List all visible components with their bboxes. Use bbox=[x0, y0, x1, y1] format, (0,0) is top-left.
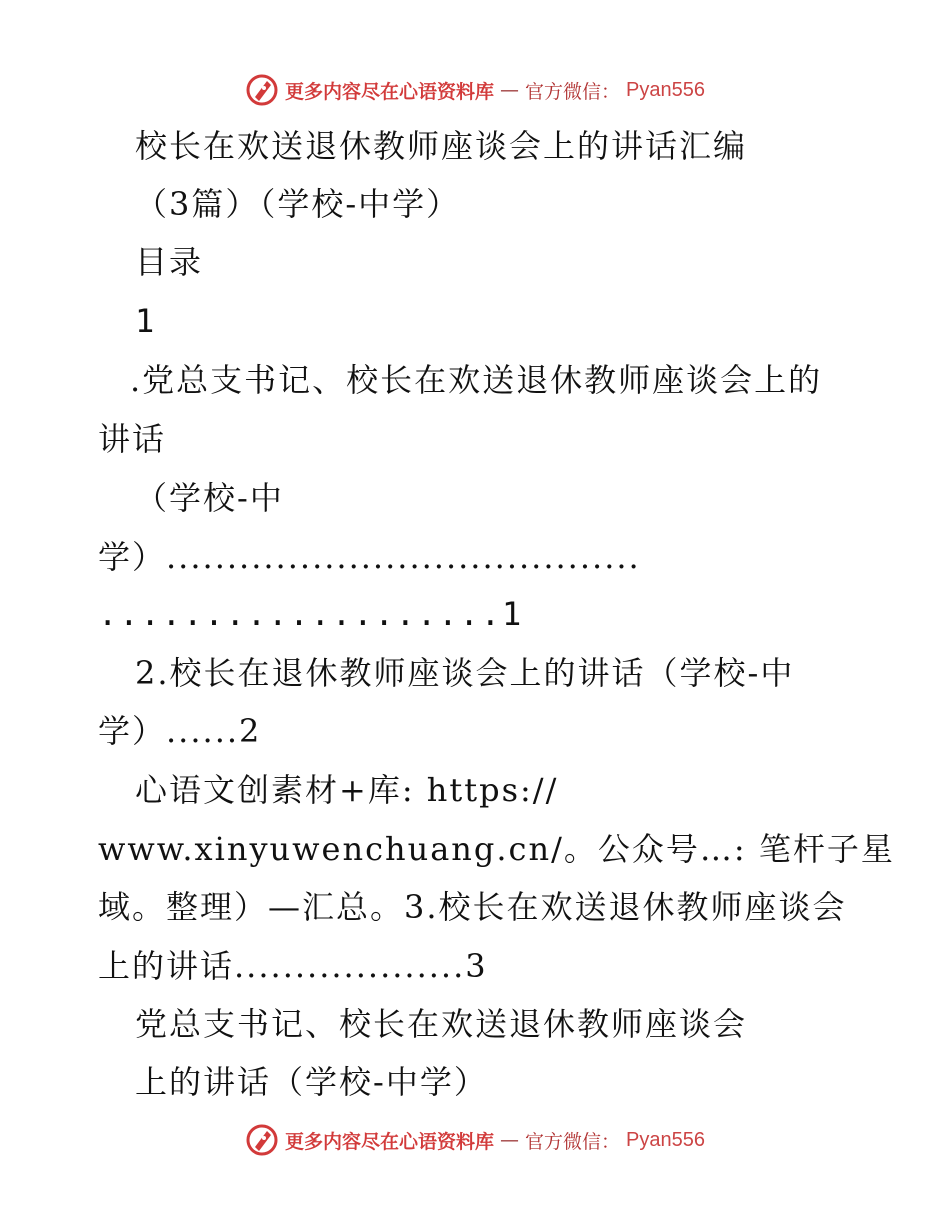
banner-content bbox=[245, 1123, 705, 1157]
banner-content bbox=[245, 73, 705, 107]
toc-line: 学）....................................... bbox=[98, 538, 641, 576]
toc-line: 2.校长在退休教师座谈会上的讲话（学校-中 bbox=[135, 654, 795, 692]
toc-line: 党总支书记、校长在欢送退休教师座谈会 bbox=[135, 1005, 748, 1043]
toc-line: ...................1 bbox=[98, 595, 524, 633]
banner-dash: — bbox=[500, 1129, 520, 1151]
banner-wechat-id: Pyan556 bbox=[626, 1128, 705, 1151]
toc-line: 心语文创素材+库: https:// bbox=[135, 771, 559, 809]
toc-line: .党总支书记、校长在欢送退休教师座谈会上的 bbox=[130, 361, 823, 399]
document-title-line-1: 校长在欢送退休教师座谈会上的讲话汇编 bbox=[135, 127, 748, 165]
toc-line: 学）......2 bbox=[98, 712, 262, 750]
pen-nib-logo-icon bbox=[245, 1123, 279, 1157]
document-title-line-2: （3篇）（学校-中学） bbox=[135, 185, 461, 223]
banner-wechat-label: 官方微信： bbox=[525, 80, 621, 103]
banner-wechat-id: Pyan556 bbox=[626, 78, 705, 101]
toc-line: （学校-中 bbox=[135, 479, 284, 517]
pen-nib-logo-icon bbox=[245, 73, 279, 107]
toc-line: 讲话 bbox=[98, 420, 167, 458]
banner-main-text: 更多内容尽在心语资料库 bbox=[285, 80, 495, 103]
toc-line: 上的讲话...................3 bbox=[98, 947, 488, 985]
banner-wechat-label: 官方微信： bbox=[525, 1130, 621, 1153]
banner-dash: — bbox=[500, 79, 520, 101]
toc-line: 域。整理）—汇总。3.校长在欢送退休教师座谈会 bbox=[98, 888, 847, 926]
toc-line: 1 bbox=[135, 302, 157, 340]
toc-heading: 目录 bbox=[135, 243, 204, 281]
toc-line: 上的讲话（学校-中学） bbox=[135, 1063, 488, 1101]
toc-line: www.xinyuwenchuang.cn/。公众号…: 笔杆子星 bbox=[98, 830, 895, 868]
banner-main-text: 更多内容尽在心语资料库 bbox=[285, 1130, 495, 1153]
header-banner bbox=[0, 70, 950, 110]
footer-banner bbox=[0, 1120, 950, 1160]
